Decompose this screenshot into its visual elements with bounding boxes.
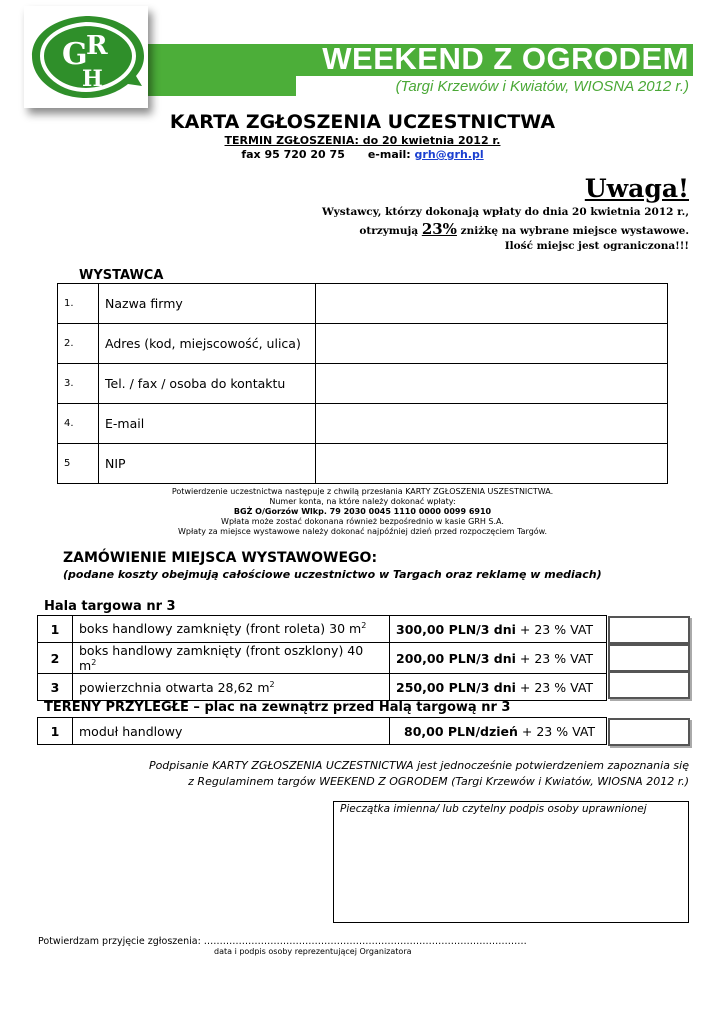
offer-number: 2 <box>38 643 73 674</box>
outdoor-offer-table <box>37 717 607 745</box>
contact-line <box>0 148 725 161</box>
hall-option-1-box[interactable] <box>608 616 690 644</box>
offer-unit-exponent: 2 <box>91 658 97 667</box>
offer-price <box>390 643 607 674</box>
offer-vat: + 23 % VAT <box>515 650 594 666</box>
hall-offer-table <box>37 615 607 701</box>
exhibitor-table <box>57 283 668 484</box>
offer-description <box>73 643 390 674</box>
email-label: e-mail: <box>367 148 411 161</box>
offer-description-text: moduł handlowy <box>79 723 183 739</box>
offer-number: 1 <box>38 718 73 745</box>
grh-logo <box>24 6 148 108</box>
notice-line-2-post: zniżkę na wybrane miejsce wystawowe. <box>460 225 689 237</box>
field-input[interactable] <box>316 324 668 364</box>
offer-description <box>73 674 390 701</box>
hall-option-3-box[interactable] <box>608 671 690 699</box>
notice-title: Uwaga! <box>584 174 689 203</box>
offer-number: 3 <box>38 674 73 701</box>
notice-line-3: Ilość miejsc jest ograniczona!!! <box>504 240 689 252</box>
offer-row <box>38 718 607 745</box>
offer-description-text: powierzchnia otwarta 28,62 m <box>79 679 270 695</box>
offer-unit-exponent: 2 <box>361 621 367 631</box>
hall-option-2-box[interactable] <box>608 644 690 672</box>
field-input[interactable] <box>316 444 668 484</box>
field-label: E-mail <box>99 404 316 444</box>
exhibitor-row <box>58 284 668 324</box>
row-number: 2. <box>58 324 99 364</box>
exhibitor-row <box>58 444 668 484</box>
event-subtitle: (Targi Krzewów i Kwiatów, WIOSNA 2012 r.) <box>395 78 689 95</box>
exhibitor-row <box>58 324 668 364</box>
field-input[interactable] <box>316 364 668 404</box>
hall-title: Hala targowa nr 3 <box>44 599 176 614</box>
signature-box-label: Pieczątka imienna/ lub czytelny podpis osoby uprawnionej <box>340 803 647 815</box>
offer-price-value: 250,00 PLN/3 dni <box>396 679 516 695</box>
offer-row <box>38 616 607 643</box>
offer-description <box>73 718 390 745</box>
fax-number: fax 95 720 20 75 <box>241 148 345 161</box>
field-label: Adres (kod, miejscowość, ulica) <box>99 324 316 364</box>
form-title: KARTA ZGŁOSZENIA UCZESTNICTWA <box>169 111 556 133</box>
discount-value: 23% <box>421 220 457 238</box>
offer-row <box>38 674 607 701</box>
offer-price-value: 200,00 PLN/3 dni <box>396 650 516 666</box>
order-title: ZAMÓWIENIE MIEJSCA WYSTAWOWEGO: <box>63 550 378 566</box>
row-number: 5 <box>58 444 99 484</box>
offer-vat: + 23 % VAT <box>515 679 594 695</box>
offer-price-value: 80,00 PLN/dzień <box>404 723 518 739</box>
logo-letter-r: R <box>86 31 108 61</box>
offer-number: 1 <box>38 616 73 643</box>
offer-unit-exponent: 2 <box>269 679 275 689</box>
bank-account-number: BGŻ O/Gorzów Wlkp. 79 2030 0045 1110 0000 0099 6910 <box>233 507 492 516</box>
deadline <box>0 134 725 147</box>
deadline-text: TERMIN ZGŁOSZENIA: do 20 kwietnia 2012 r. <box>224 134 501 147</box>
offer-row <box>38 643 607 674</box>
payment-info-4: Wpłata może zostać dokonana również bezpośrednio w kasie GRH S.A. <box>221 517 504 526</box>
offer-price <box>390 674 607 701</box>
sign-statement-1: Podpisanie KARTY ZGŁOSZENIA UCZESTNICTWA jest jednocześnie potwierdzeniem zapoznania się <box>148 759 689 772</box>
offer-description <box>73 616 390 643</box>
field-label: Tel. / fax / osoba do kontaktu <box>99 364 316 404</box>
offer-price <box>390 616 607 643</box>
confirmation-caption: data i podpis osoby reprezentującej Organizatora <box>214 947 412 956</box>
offer-description-text: boks handlowy zamknięty (front roleta) 30 m <box>79 621 362 637</box>
field-label: NIP <box>99 444 316 484</box>
exhibitor-row <box>58 404 668 444</box>
offer-price <box>390 718 607 745</box>
event-title: WEEKEND Z OGRODEM <box>322 41 689 76</box>
email-link[interactable]: grh@grh.pl <box>414 148 484 161</box>
signature-box[interactable] <box>333 801 689 923</box>
outdoor-option-1-box[interactable] <box>608 718 690 746</box>
outdoor-title: TERENY PRZYLEGŁE – plac na zewnątrz przed Halą targową nr 3 <box>44 700 511 715</box>
field-label: Nazwa firmy <box>99 284 316 324</box>
order-subtitle: (podane koszty obejmują całościowe uczestnictwo w Targach oraz reklamę w mediach) <box>63 568 602 581</box>
notice-line-2-pre: otrzymują <box>359 225 419 237</box>
exhibitor-section-title: WYSTAWCA <box>79 268 164 283</box>
offer-description-text: boks handlowy zamknięty (front oszklony) 40 m <box>79 643 364 674</box>
exhibitor-row <box>58 364 668 404</box>
row-number: 1. <box>58 284 99 324</box>
sign-statement-2: z Regulaminem targów WEEKEND Z OGRODEM (Targi Krzewów i Kwiatów, WIOSNA 2012 r.) <box>188 775 689 788</box>
offer-vat: + 23 % VAT <box>517 723 596 739</box>
grh-logo-mark <box>24 6 148 108</box>
offer-vat: + 23 % VAT <box>515 621 594 637</box>
row-number: 3. <box>58 364 99 404</box>
notice-line-2 <box>359 220 689 238</box>
confirmation-line: Potwierdzam przyjęcie zgłoszenia: ………………………………………………………………………………………… <box>38 936 527 947</box>
logo-letter-g: G <box>62 37 88 72</box>
payment-info-1: Potwierdzenie uczestnictwa następuje z chwilą przesłania KARTY ZGŁOSZENIA USZESTNICTWA. <box>171 487 554 496</box>
field-input[interactable] <box>316 284 668 324</box>
row-number: 4. <box>58 404 99 444</box>
payment-info-5: Wpłaty za miejsce wystawowe należy dokonać najpóźniej dzień przed rozpoczęciem Targów. <box>177 527 548 536</box>
field-input[interactable] <box>316 404 668 444</box>
payment-info-2: Numer konta, na które należy dokonać wpłaty: <box>269 497 456 506</box>
notice-line-1: Wystawcy, którzy dokonają wpłaty do dnia 20 kwietnia 2012 r., <box>322 206 689 218</box>
offer-price-value: 300,00 PLN/3 dni <box>396 621 516 637</box>
logo-letter-h: H <box>82 66 103 92</box>
